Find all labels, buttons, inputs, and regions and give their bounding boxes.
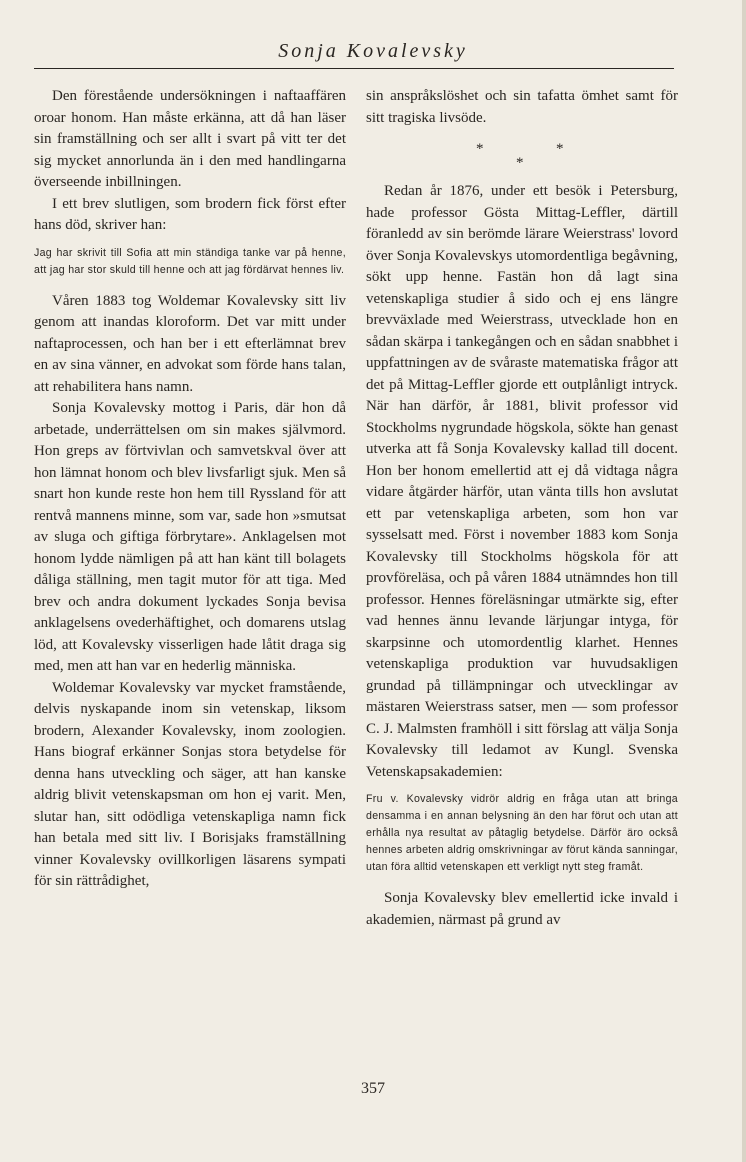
left-column xyxy=(34,86,346,893)
block-quote: Jag har skrivit till Sofia att min ständiga tanke var på henne, att jag har stor skuld till henne och att jag fördärvat hennes liv. xyxy=(34,246,346,276)
asterisk: * xyxy=(476,141,484,157)
asterisk: * xyxy=(516,155,524,171)
page-number: 357 xyxy=(361,1080,385,1097)
paragraph: sin anspråkslöshet och sin tafatta ömhet samt för sitt tragiska livsöde. xyxy=(366,88,678,126)
paragraph: Våren 1883 tog Woldemar Kovalevsky sitt liv genom att inandas kloroform. Det var mitt under naftaprocessen, och han ber i ett efterlämnat brev en av sina vänner, en advokat som förde hans talan, att rehabilitera hans namn. xyxy=(34,292,346,395)
running-title: Sonja Kovalevsky xyxy=(278,40,468,62)
block-quote: Fru v. Kovalevsky vidrör aldrig en fråga utan att bringa densamma i en annan belysning än den har förut och utan att erhålla nya resultat av påtaglig betydelse. Därför äro också hennes arbeten aldrig omskrivningar av förut kända sanningar, utan föra alltid vetenskapen ett verkligt nytt steg framåt. xyxy=(366,793,678,873)
paragraph: Sonja Kovalevsky blev emellertid icke invald i akademien, närmast på grund av xyxy=(366,890,678,928)
paragraph: Redan år 1876, under ett besök i Petersburg, hade professor Gösta Mittag-Leffler, därtill föranledd av sin berömde lärare Weierstrass' lovord över Sonja Kovalevskys utomordentliga begåvning, sökt upp henne. Fastän hon då lagt sina vetenskapliga studier å sido och ej ens längre brevväxlade med Weierstrass, utvecklade hon en sådan skärpa i tankegången och en sådan snabbhet i uppfattningen av de svåraste matematiska frågor att det på Mittag-Leffler gjorde ett outplånligt intryck. När han därför, år 1881, blivit professor vid Stockholms nygrundade högskola, sökte han genast utverka att få Sonja Kovalevsky kallad till docent. Hon ber honom emellertid att ej då vidtaga några vidare åtgärder härför, utan vänta tills hon avslutat ett par vetenskapliga arbeten, som hon var sysselsatt med. Först i november 1883 kom Sonja Kovalevsky till Stockholms högskola för att provföreläsa, och på våren 1884 utnämndes hon till professor. Hennes föreläsningar utmärkte sig, efter vad hennes ännu levande lärjungar intyga, för skarpsinne och utomordentlig klarhet. Hennes vetenskapliga produktion var huvudsakligen grundad på tillämpningar och utvecklingar av mästaren Weierstrass satser, men — som professor C. J. Malmsten framhöll i sitt förslag att välja Sonja Kovalevsky till ledamot av Kungl. Svenska Vetenskapsakademien: xyxy=(366,183,678,780)
paragraph: I ett brev slutligen, som brodern fick först efter hans död, skriver han: xyxy=(34,195,346,233)
paragraph: Sonja Kovalevsky mottog i Paris, där hon då arbetade, underrättelsen om sin makes självmord. Hon greps av förtvivlan och samvetskval över att hon lämnat honom och blev livsfarligt sjuk. Men så snart hon kunde reste hon hem till Ryssland för att rentvå mannens minne, som var, sade hon »smutsat av sluga och giftiga förbrytare». Anklagelsen mot honom lydde nämligen på att han känt till bolagets dåliga ställning, men tagit mutor för att tiga. Med brev och andra dokument lyckades Sonja bevisa anklagelsens ovederhäftighet, och domarens utslag löd, att Kovalevsky visserligen hade låtit draga sig med, men att han var en hederlig människa. xyxy=(34,400,346,674)
header-rule xyxy=(34,68,674,69)
page-edge xyxy=(742,0,746,1162)
paragraph: Den förestående undersökningen i naftaaffären oroar honom. Han måste erkänna, att då han läser sin framställning och ser allt i svart på vitt ter det sig mycket annorlunda än i den med handlingarna överseende inbillningen. xyxy=(34,88,346,190)
right-column xyxy=(366,86,678,931)
paragraph: Woldemar Kovalevsky var mycket framstående, delvis nyskapande inom sin vetenskap, liksom brodern, Alexander Kovalevsky, inom zoologien. Hans biograf erkänner Sonjas stora betydelse för denna hans utveckling och säger, att han kanske aldrig blivit vetenskapsman om hon ej varit. Men, slutar han, sitt odödliga vetenskapliga namn fick han betala med sitt liv. I Borisjaks framställning vinner Kovalevsky ovillkorligen läsarens sympati för sin rättrådighet, xyxy=(34,679,346,889)
asterisk: * xyxy=(556,141,564,157)
section-break xyxy=(366,135,678,181)
